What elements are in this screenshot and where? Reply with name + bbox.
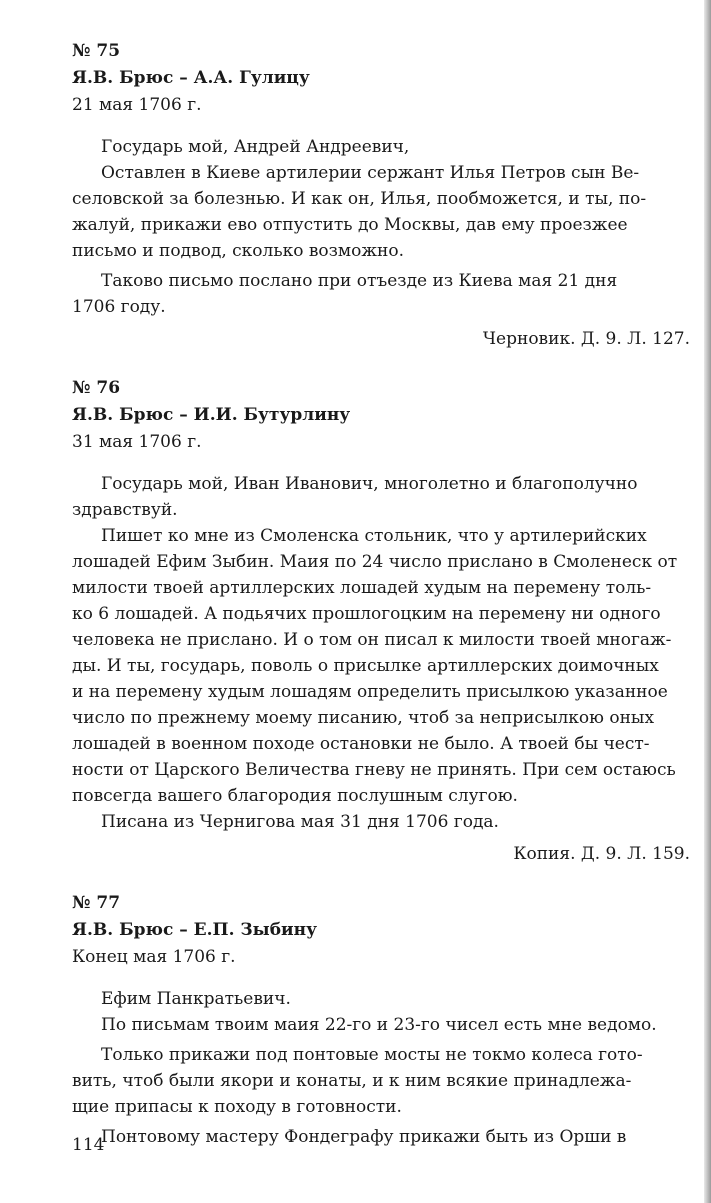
letter-heading: Я.В. Брюс – А.А. Гулицу bbox=[72, 68, 310, 88]
text-line: Понтовому мастеру Фондеграфу прикажи быть из Орши в bbox=[101, 1127, 627, 1147]
letter-77 bbox=[72, 890, 690, 1150]
page-edge-shadow bbox=[704, 0, 711, 1203]
letter-date: Конец мая 1706 г. bbox=[72, 947, 236, 967]
text-line: Таково письмо послано при отъезде из Киева мая 21 дня bbox=[101, 271, 618, 291]
text-line: ко 6 лошадей. А подьячих прошлогоцким на перемену ни одного bbox=[72, 604, 661, 624]
text-line: Государь мой, Иван Иванович, многолетно и благополучно bbox=[101, 474, 638, 494]
letter-75 bbox=[72, 38, 690, 353]
letter-date: 31 мая 1706 г. bbox=[72, 432, 202, 452]
text-line: ды. И ты, государь, поволь о присылке артиллерских доимочных bbox=[72, 656, 659, 676]
text-line: Государь мой, Андрей Андреевич, bbox=[101, 137, 410, 157]
text-line: человека не прислано. И о том он писал к милости твоей многаж- bbox=[72, 630, 672, 650]
archive-source: Копия. Д. 9. Л. 159. bbox=[513, 844, 690, 864]
letter-number: № 75 bbox=[72, 41, 121, 61]
letter-number: № 76 bbox=[72, 378, 121, 398]
text-line: селовской за болезнью. И как он, Илья, пообможется, и ты, по- bbox=[72, 189, 647, 209]
text-line: лошадей в военном походе остановки не было. А твоей бы чест- bbox=[72, 734, 650, 754]
text-line: Оставлен в Киеве артилерии сержант Илья Петров сын Ве- bbox=[101, 163, 640, 183]
text-line: По письмам твоим маия 22-го и 23-го чисел есть мне ведомо. bbox=[101, 1015, 657, 1035]
letter-number: № 77 bbox=[72, 893, 121, 913]
letter-text bbox=[72, 986, 690, 1150]
letter-heading: Я.В. Брюс – И.И. Бутурлину bbox=[72, 405, 351, 425]
letter-date: 21 мая 1706 г. bbox=[72, 95, 202, 115]
text-line: письмо и подвод, сколько возможно. bbox=[72, 241, 404, 261]
text-line: вить, чтоб были якори и конаты, и к ним всякие принадлежа- bbox=[72, 1071, 632, 1091]
text-line: число по прежнему моему писанию, чтоб за неприсылкою оных bbox=[72, 708, 655, 728]
letter-76 bbox=[72, 375, 690, 868]
text-line: 1706 году. bbox=[72, 297, 166, 317]
text-line: Только прикажи под понтовые мосты не токмо колеса гото- bbox=[101, 1045, 643, 1065]
text-line: щие припасы к походу в готовности. bbox=[72, 1097, 402, 1117]
text-line: ности от Царского Величества гневу не принять. При сем остаюсь bbox=[72, 760, 676, 780]
text-line: и на перемену худым лошадям определить присылкою указанное bbox=[72, 682, 668, 702]
text-line: здравствуй. bbox=[72, 500, 178, 520]
text-line: жалуй, прикажи ево отпустить до Москвы, дав ему проезжее bbox=[72, 215, 628, 235]
document-body bbox=[72, 38, 690, 1150]
archive-source: Черновик. Д. 9. Л. 127. bbox=[482, 329, 690, 349]
text-line: Пишет ко мне из Смоленска стольник, что у артилерийских bbox=[101, 526, 647, 546]
page-number: 114 bbox=[72, 1135, 105, 1155]
text-line: лошадей Ефим Зыбин. Маия по 24 число прислано в Смоленеск от bbox=[72, 552, 678, 572]
text-line: Ефим Панкратьевич. bbox=[101, 989, 291, 1009]
text-line: повсегда вашего благородия послушным слугою. bbox=[72, 786, 518, 806]
text-line: милости твоей артиллерских лошадей худым на перемену толь- bbox=[72, 578, 652, 598]
letter-text bbox=[72, 471, 690, 835]
text-line: Писана из Чернигова мая 31 дня 1706 года. bbox=[101, 812, 499, 832]
letter-heading: Я.В. Брюс – Е.П. Зыбину bbox=[72, 920, 317, 940]
letter-text bbox=[72, 134, 690, 320]
